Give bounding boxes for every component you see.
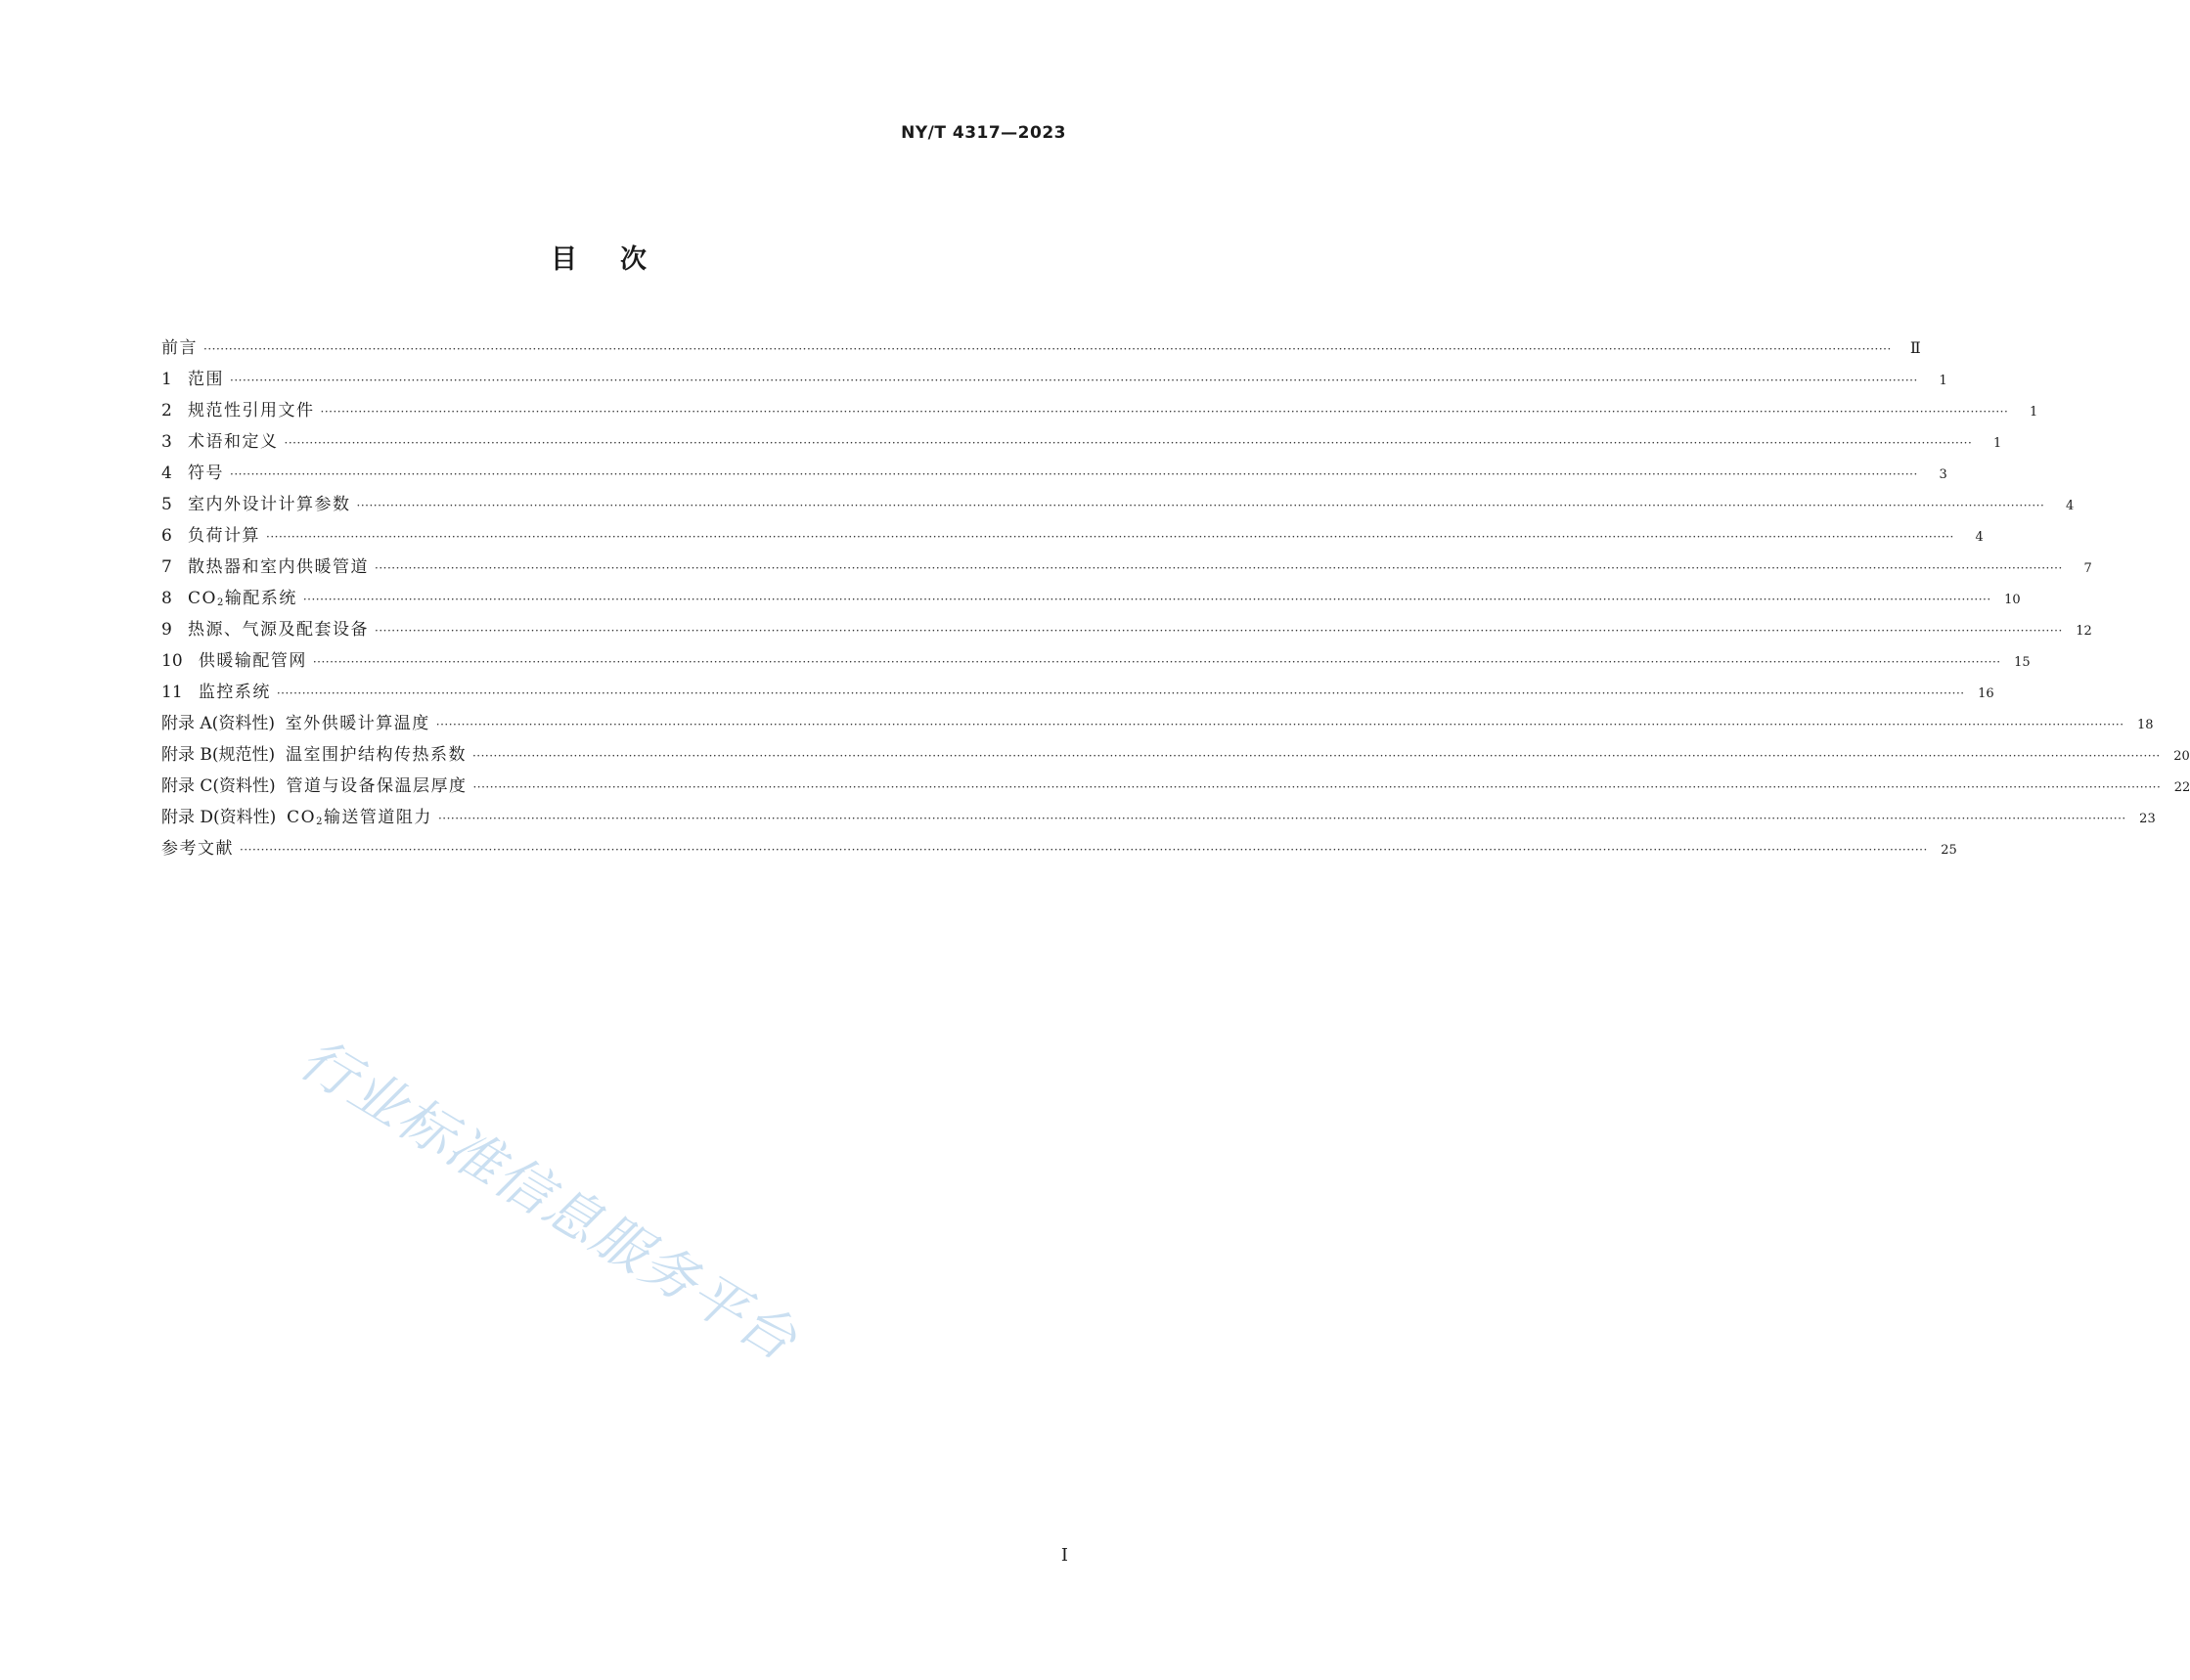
toc-entry-label: 规范性引用文件 xyxy=(188,401,315,420)
toc-entry-label-subscript: 2 xyxy=(216,597,225,608)
toc-entry[interactable] xyxy=(161,739,2190,771)
toc-entry-number: 5 xyxy=(161,495,189,514)
toc-entry-label: 范围 xyxy=(188,370,225,389)
page-number: I xyxy=(1060,1545,1068,1566)
table-of-contents xyxy=(161,332,2190,864)
toc-entry-page: 16 xyxy=(1978,686,1994,701)
toc-entry-page: 3 xyxy=(1939,467,1947,482)
toc-entry-page: 1 xyxy=(1939,374,1947,388)
toc-entry-label-prefix: CO xyxy=(287,808,317,827)
toc-entry[interactable] xyxy=(161,583,2021,614)
toc-leader-dots: ················································································································································································································································································································································································································ xyxy=(356,499,2045,512)
toc-entry-page: 1 xyxy=(2030,405,2038,420)
toc-entry-label-prefix: CO xyxy=(188,589,217,608)
toc-entry-label: 热源、气源及配套设备 xyxy=(188,620,370,640)
toc-entry-number: 4 xyxy=(161,464,189,483)
toc-entry[interactable] xyxy=(161,614,2092,645)
toc-entry-label-subscript: 2 xyxy=(316,817,324,827)
toc-entry[interactable] xyxy=(161,708,2154,739)
toc-entry-number: 6 xyxy=(161,526,189,546)
toc-entry-page: 12 xyxy=(2076,624,2092,639)
toc-entry-label: 管道与设备保温层厚度 xyxy=(286,776,468,796)
toc-entry-label: 前言 xyxy=(161,338,198,358)
toc-leader-dots: ················································································································································································································································································································································································································ xyxy=(472,780,2162,794)
toc-entry-number: 11 xyxy=(161,683,199,702)
toc-entry-label-suffix: 输送管道阻力 xyxy=(323,808,432,827)
watermark: 行业标准信息服务平台 xyxy=(289,1027,808,1374)
toc-entry-number: 1 xyxy=(161,370,189,389)
toc-leader-dots: ················································································································································································································································································································································································································ xyxy=(375,561,2063,575)
toc-entry-page: 18 xyxy=(2137,718,2154,732)
toc-entry-number: 附录 C(资料性) xyxy=(161,776,287,796)
toc-entry-number: 3 xyxy=(161,432,189,452)
standard-code: NY/T 4317—2023 xyxy=(901,123,1066,143)
toc-entry-number: 9 xyxy=(161,620,189,640)
toc-leader-dots: ················································································································································································································································································································································································································ xyxy=(437,812,2126,825)
toc-entry-page: 1 xyxy=(1993,436,2002,451)
toc-entry-label: 监控系统 xyxy=(198,683,271,702)
toc-entry-page: Ⅱ xyxy=(1909,338,1921,357)
toc-entry[interactable] xyxy=(161,520,1984,552)
toc-entry[interactable] xyxy=(161,833,1957,864)
toc-entry-label: 温室围护结构传热系数 xyxy=(285,745,467,765)
toc-entry-label: 术语和定义 xyxy=(188,432,279,452)
toc-entry-page: 22 xyxy=(2173,780,2190,795)
toc-entry-number: 10 xyxy=(161,651,199,671)
toc-entry-page: 7 xyxy=(2083,561,2092,576)
toc-entry-label: 符号 xyxy=(188,464,225,483)
toc-leader-dots: ················································································································································································································································································································································································································ xyxy=(435,718,2124,731)
toc-entry-label xyxy=(287,802,432,838)
toc-entry-page: 4 xyxy=(2066,499,2075,513)
toc-entry[interactable] xyxy=(161,489,2075,520)
toc-entry-page: 25 xyxy=(1941,843,1957,858)
toc-leader-dots: ················································································································································································································································································································································································································ xyxy=(284,436,1973,450)
toc-entry[interactable] xyxy=(161,395,2038,426)
toc-leader-dots: ················································································································································································································································································································································································································ xyxy=(230,374,1918,387)
toc-entry-number: 附录 A(资料性) xyxy=(161,714,286,733)
toc-leader-dots: ················································································································································································································································································································································································································ xyxy=(375,624,2063,638)
toc-entry-label: 参考文献 xyxy=(161,839,234,859)
toc-leader-dots: ················································································································································································································································································································································································································ xyxy=(312,655,2001,669)
toc-leader-dots: ················································································································································································································································································································································································································ xyxy=(302,593,1991,606)
toc-entry-number: 附录 D(资料性) xyxy=(161,808,288,827)
toc-entry[interactable] xyxy=(161,332,1921,364)
toc-leader-dots: ················································································································································································································································································································································································································ xyxy=(471,749,2161,763)
toc-entry-number: 2 xyxy=(161,401,189,420)
toc-entry-page: 23 xyxy=(2139,812,2156,826)
toc-entry[interactable] xyxy=(161,426,2002,458)
toc-entry-number: 7 xyxy=(161,557,189,577)
toc-entry-label: 散热器和室内供暖管道 xyxy=(188,557,370,577)
toc-leader-dots: ················································································································································································································································································································································································································ xyxy=(203,342,1892,356)
toc-entry-number: 附录 B(规范性) xyxy=(161,745,286,765)
toc-entry-page: 20 xyxy=(2173,749,2190,764)
toc-leader-dots: ················································································································································································································································································································································································································ xyxy=(276,686,1965,700)
toc-entry-number: 8 xyxy=(161,589,189,608)
toc-leader-dots: ················································································································································································································································································································································································································ xyxy=(320,405,2009,419)
toc-entry[interactable] xyxy=(161,802,2156,833)
toc-entry-label: 供暖输配管网 xyxy=(198,651,307,671)
toc-leader-dots: ················································································································································································································································································································································································································ xyxy=(266,530,1954,544)
toc-entry-page: 10 xyxy=(2004,593,2021,607)
toc-entry-label-suffix: 输配系统 xyxy=(224,589,297,608)
toc-title: 目次 xyxy=(551,244,690,275)
toc-entry[interactable] xyxy=(161,364,1947,395)
toc-leader-dots: ················································································································································································································································································································································································································ xyxy=(230,467,1918,481)
toc-entry-label: 室外供暖计算温度 xyxy=(285,714,430,733)
toc-entry-label: 负荷计算 xyxy=(188,526,261,546)
toc-entry[interactable] xyxy=(161,645,2031,677)
toc-entry[interactable] xyxy=(161,552,2092,583)
toc-entry-page: 15 xyxy=(2014,655,2031,670)
toc-entry-label: 室内外设计计算参数 xyxy=(188,495,351,514)
toc-entry-page: 4 xyxy=(1975,530,1984,545)
toc-entry[interactable] xyxy=(161,771,2190,802)
toc-leader-dots: ················································································································································································································································································································································································································ xyxy=(240,843,1928,857)
toc-entry[interactable] xyxy=(161,677,1994,708)
toc-entry[interactable] xyxy=(161,458,1947,489)
